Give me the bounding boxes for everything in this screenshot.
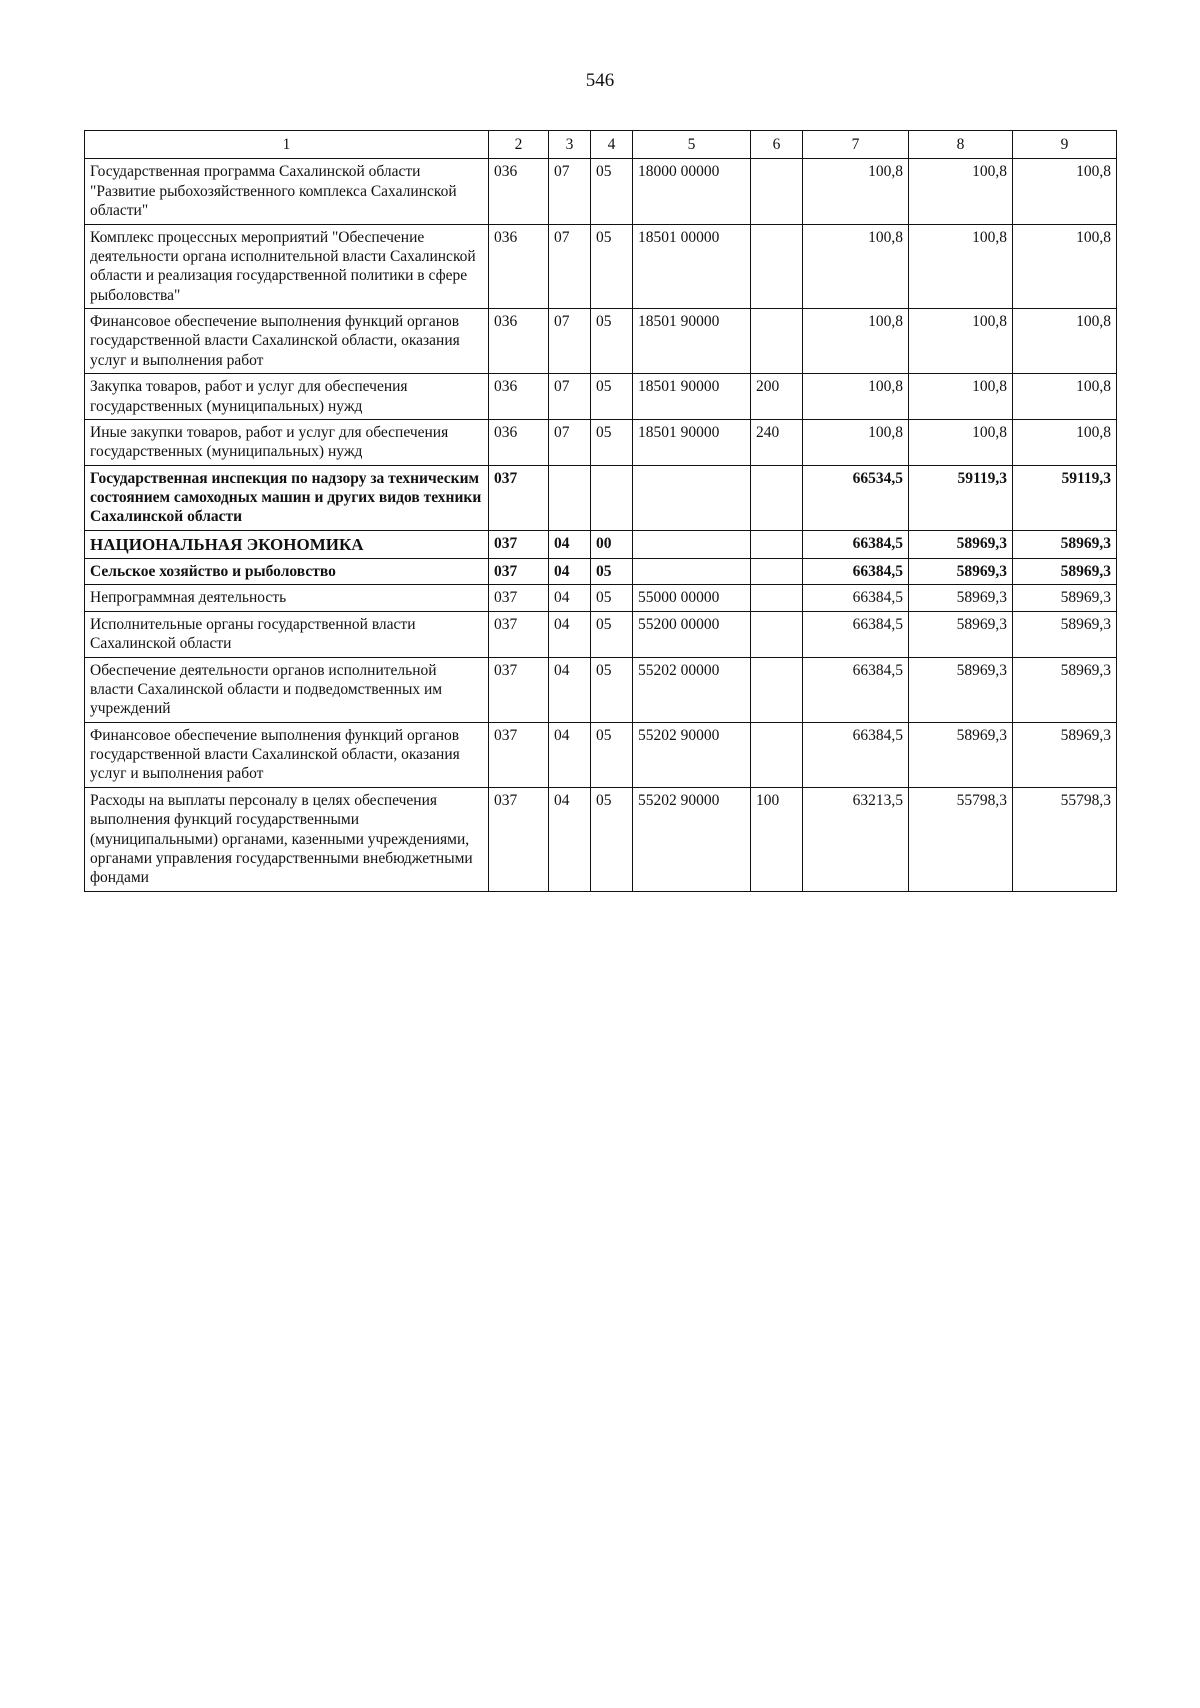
subsection-code-cell: 05 (591, 309, 633, 374)
amount-year3-cell: 58969,3 (1013, 530, 1117, 558)
table-row (85, 559, 1117, 585)
amount-year2-cell: 58969,3 (909, 585, 1013, 611)
chapter-code-cell: 036 (489, 374, 549, 420)
table-row (85, 787, 1117, 891)
amount-year2-cell: 58969,3 (909, 530, 1013, 558)
subsection-code-cell: 05 (591, 419, 633, 465)
column-header-4: 4 (591, 131, 633, 159)
amount-year1-cell: 100,8 (803, 309, 909, 374)
table-row (85, 657, 1117, 722)
chapter-code-cell: 037 (489, 465, 549, 530)
amount-year3-cell: 100,8 (1013, 224, 1117, 309)
amount-year1-cell: 63213,5 (803, 787, 909, 891)
target-article-cell: 18501 00000 (633, 224, 751, 309)
amount-year3-cell: 58969,3 (1013, 559, 1117, 585)
amount-year2-cell: 58969,3 (909, 559, 1013, 585)
row-name-cell: Государственная программа Сахалинской области "Развитие рыбохозяйственного комплекса Сахалинской области" (85, 159, 489, 224)
amount-year3-cell: 58969,3 (1013, 657, 1117, 722)
amount-year2-cell: 59119,3 (909, 465, 1013, 530)
section-code-cell (549, 465, 591, 530)
row-name-cell: Расходы на выплаты персоналу в целях обеспечения выполнения функций государственными (муниципальными) органами, казенными учреждениями, органами управления государственными внебюджетными фондами (85, 787, 489, 891)
chapter-code-cell: 037 (489, 722, 549, 787)
amount-year1-cell: 66534,5 (803, 465, 909, 530)
subsection-code-cell: 05 (591, 787, 633, 891)
table-row (85, 309, 1117, 374)
table-row (85, 722, 1117, 787)
expense-type-cell: 100 (751, 787, 803, 891)
subsection-code-cell: 05 (591, 559, 633, 585)
amount-year2-cell: 100,8 (909, 419, 1013, 465)
expense-type-cell (751, 611, 803, 657)
amount-year2-cell: 100,8 (909, 309, 1013, 374)
row-name-cell: Сельское хозяйство и рыболовство (85, 559, 489, 585)
section-code-cell: 07 (549, 374, 591, 420)
section-code-cell: 04 (549, 585, 591, 611)
section-code-cell: 04 (549, 559, 591, 585)
subsection-code-cell (591, 465, 633, 530)
amount-year3-cell: 58969,3 (1013, 611, 1117, 657)
row-name-cell: Иные закупки товаров, работ и услуг для обеспечения государственных (муниципальных) нужд (85, 419, 489, 465)
amount-year1-cell: 100,8 (803, 419, 909, 465)
amount-year2-cell: 100,8 (909, 224, 1013, 309)
section-code-cell: 04 (549, 787, 591, 891)
column-header-1: 1 (85, 131, 489, 159)
table-row (85, 465, 1117, 530)
budget-table (84, 130, 1117, 892)
amount-year1-cell: 66384,5 (803, 559, 909, 585)
chapter-code-cell: 036 (489, 159, 549, 224)
amount-year3-cell: 100,8 (1013, 309, 1117, 374)
section-code-cell: 04 (549, 611, 591, 657)
page-number: 546 (585, 70, 615, 91)
target-article-cell: 55202 90000 (633, 787, 751, 891)
amount-year2-cell: 55798,3 (909, 787, 1013, 891)
row-name-cell: Непрограммная деятельность (85, 585, 489, 611)
target-article-cell: 55202 00000 (633, 657, 751, 722)
subsection-code-cell: 05 (591, 159, 633, 224)
row-name-cell: Государственная инспекция по надзору за техническим состоянием самоходных машин и других видов техники Сахалинской области (85, 465, 489, 530)
section-code-cell: 07 (549, 419, 591, 465)
target-article-cell (633, 559, 751, 585)
table-row (85, 224, 1117, 309)
table-row (85, 611, 1117, 657)
expense-type-cell (751, 559, 803, 585)
amount-year2-cell: 100,8 (909, 374, 1013, 420)
chapter-code-cell: 037 (489, 611, 549, 657)
section-code-cell: 04 (549, 530, 591, 558)
amount-year3-cell: 55798,3 (1013, 787, 1117, 891)
column-header-7: 7 (803, 131, 909, 159)
amount-year1-cell: 66384,5 (803, 530, 909, 558)
column-header-3: 3 (549, 131, 591, 159)
amount-year2-cell: 100,8 (909, 159, 1013, 224)
column-number-row (85, 131, 1117, 159)
chapter-code-cell: 036 (489, 224, 549, 309)
amount-year3-cell: 100,8 (1013, 419, 1117, 465)
chapter-code-cell: 036 (489, 309, 549, 374)
amount-year1-cell: 66384,5 (803, 585, 909, 611)
table-row (85, 374, 1117, 420)
target-article-cell (633, 530, 751, 558)
expense-type-cell: 240 (751, 419, 803, 465)
subsection-code-cell: 05 (591, 585, 633, 611)
chapter-code-cell: 037 (489, 585, 549, 611)
column-header-2: 2 (489, 131, 549, 159)
expense-type-cell (751, 530, 803, 558)
amount-year3-cell: 58969,3 (1013, 585, 1117, 611)
row-name-cell: Закупка товаров, работ и услуг для обеспечения государственных (муниципальных) нужд (85, 374, 489, 420)
amount-year1-cell: 100,8 (803, 224, 909, 309)
target-article-cell (633, 465, 751, 530)
row-name-cell: НАЦИОНАЛЬНАЯ ЭКОНОМИКА (85, 530, 489, 558)
amount-year1-cell: 66384,5 (803, 611, 909, 657)
target-article-cell: 18501 90000 (633, 309, 751, 374)
column-header-6: 6 (751, 131, 803, 159)
target-article-cell: 55200 00000 (633, 611, 751, 657)
subsection-code-cell: 05 (591, 224, 633, 309)
budget-table-container (84, 130, 1116, 892)
chapter-code-cell: 037 (489, 530, 549, 558)
chapter-code-cell: 037 (489, 787, 549, 891)
subsection-code-cell: 05 (591, 657, 633, 722)
target-article-cell: 55202 90000 (633, 722, 751, 787)
section-code-cell: 07 (549, 309, 591, 374)
amount-year1-cell: 66384,5 (803, 722, 909, 787)
expense-type-cell (751, 722, 803, 787)
chapter-code-cell: 037 (489, 559, 549, 585)
expense-type-cell (751, 224, 803, 309)
target-article-cell: 55000 00000 (633, 585, 751, 611)
column-header-9: 9 (1013, 131, 1117, 159)
expense-type-cell (751, 309, 803, 374)
table-row (85, 530, 1117, 558)
table-row (85, 419, 1117, 465)
chapter-code-cell: 036 (489, 419, 549, 465)
column-header-8: 8 (909, 131, 1013, 159)
amount-year1-cell: 66384,5 (803, 657, 909, 722)
subsection-code-cell: 00 (591, 530, 633, 558)
row-name-cell: Исполнительные органы государственной власти Сахалинской области (85, 611, 489, 657)
subsection-code-cell: 05 (591, 374, 633, 420)
section-code-cell: 04 (549, 722, 591, 787)
column-header-5: 5 (633, 131, 751, 159)
row-name-cell: Обеспечение деятельности органов исполнительной власти Сахалинской области и подведомственных им учреждений (85, 657, 489, 722)
amount-year3-cell: 100,8 (1013, 159, 1117, 224)
amount-year1-cell: 100,8 (803, 374, 909, 420)
row-name-cell: Финансовое обеспечение выполнения функций органов государственной власти Сахалинской области, оказания услуг и выполнения работ (85, 722, 489, 787)
table-body (85, 159, 1117, 891)
subsection-code-cell: 05 (591, 611, 633, 657)
section-code-cell: 07 (549, 159, 591, 224)
row-name-cell: Финансовое обеспечение выполнения функций органов государственной власти Сахалинской области, оказания услуг и выполнения работ (85, 309, 489, 374)
table-row (85, 159, 1117, 224)
table-row (85, 585, 1117, 611)
target-article-cell: 18501 90000 (633, 374, 751, 420)
expense-type-cell (751, 657, 803, 722)
subsection-code-cell: 05 (591, 722, 633, 787)
amount-year3-cell: 59119,3 (1013, 465, 1117, 530)
target-article-cell: 18501 90000 (633, 419, 751, 465)
chapter-code-cell: 037 (489, 657, 549, 722)
amount-year1-cell: 100,8 (803, 159, 909, 224)
amount-year2-cell: 58969,3 (909, 611, 1013, 657)
expense-type-cell (751, 585, 803, 611)
expense-type-cell: 200 (751, 374, 803, 420)
amount-year2-cell: 58969,3 (909, 657, 1013, 722)
amount-year3-cell: 58969,3 (1013, 722, 1117, 787)
section-code-cell: 07 (549, 224, 591, 309)
row-name-cell: Комплекс процессных мероприятий "Обеспечение деятельности органа исполнительной власти Сахалинской области и реализация государственной политики в сфере рыболовства" (85, 224, 489, 309)
expense-type-cell (751, 159, 803, 224)
amount-year3-cell: 100,8 (1013, 374, 1117, 420)
target-article-cell: 18000 00000 (633, 159, 751, 224)
section-code-cell: 04 (549, 657, 591, 722)
amount-year2-cell: 58969,3 (909, 722, 1013, 787)
expense-type-cell (751, 465, 803, 530)
